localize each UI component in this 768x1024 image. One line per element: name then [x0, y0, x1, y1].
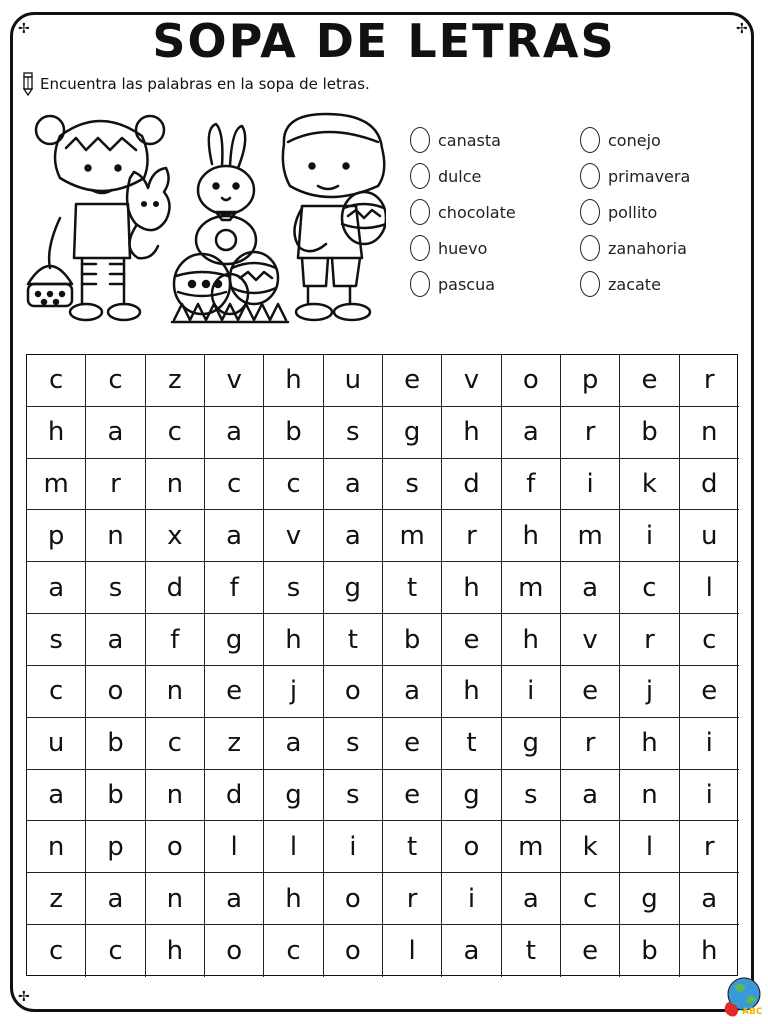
- grid-cell[interactable]: o: [324, 873, 383, 925]
- checkbox-circle[interactable]: [580, 163, 600, 189]
- bunny-figure: [196, 124, 256, 264]
- grid-cell[interactable]: s: [324, 407, 383, 459]
- grid-cell[interactable]: s: [324, 718, 383, 770]
- grid-cell[interactable]: c: [27, 355, 86, 407]
- grid-cell[interactable]: p: [86, 821, 145, 873]
- checkbox-circle[interactable]: [410, 199, 430, 225]
- grid-cell[interactable]: r: [442, 510, 501, 562]
- word-label: conejo: [608, 130, 661, 150]
- grid-cell[interactable]: b: [383, 614, 442, 666]
- grid-cell[interactable]: g: [205, 614, 264, 666]
- grid-cell[interactable]: i: [502, 666, 561, 718]
- corner-star-icon: ✢: [736, 21, 748, 37]
- grid-cell[interactable]: h: [502, 614, 561, 666]
- grid-cell[interactable]: c: [27, 925, 86, 977]
- grid-cell[interactable]: t: [383, 562, 442, 614]
- easter-kids-illustration: [26, 108, 386, 334]
- grid-cell[interactable]: s: [86, 562, 145, 614]
- grid-cell[interactable]: e: [383, 770, 442, 822]
- pencil-icon: [20, 72, 36, 96]
- grid-cell[interactable]: v: [442, 355, 501, 407]
- checkbox-circle[interactable]: [410, 235, 430, 261]
- grid-cell[interactable]: m: [383, 510, 442, 562]
- grid-cell[interactable]: g: [620, 873, 679, 925]
- word-item-pascua[interactable]: [410, 266, 580, 302]
- grid-cell[interactable]: d: [205, 770, 264, 822]
- grid-cell[interactable]: r: [620, 614, 679, 666]
- grid-cell[interactable]: h: [146, 925, 205, 977]
- grid-cell[interactable]: a: [324, 510, 383, 562]
- grid-cell[interactable]: a: [561, 562, 620, 614]
- corner-star-icon: ✢: [18, 21, 30, 37]
- checkbox-circle[interactable]: [580, 235, 600, 261]
- grid-cell[interactable]: t: [442, 718, 501, 770]
- grid-cell[interactable]: m: [502, 562, 561, 614]
- grid-cell[interactable]: s: [27, 614, 86, 666]
- grid-cell[interactable]: c: [86, 355, 145, 407]
- grid-cell[interactable]: d: [146, 562, 205, 614]
- instruction-row: [20, 72, 370, 96]
- word-label: primavera: [608, 166, 691, 186]
- grid-cell[interactable]: a: [86, 407, 145, 459]
- grid-cell[interactable]: a: [27, 770, 86, 822]
- grid-cell[interactable]: f: [502, 459, 561, 511]
- grid-cell[interactable]: h: [442, 407, 501, 459]
- grid-cell[interactable]: n: [146, 873, 205, 925]
- grid-cell[interactable]: o: [324, 925, 383, 977]
- grid-cell[interactable]: o: [86, 666, 145, 718]
- grid-cell[interactable]: n: [27, 821, 86, 873]
- grid-cell[interactable]: e: [561, 925, 620, 977]
- grid-cell[interactable]: z: [27, 873, 86, 925]
- grid-cell[interactable]: s: [383, 459, 442, 511]
- grid-cell[interactable]: m: [561, 510, 620, 562]
- grid-cell[interactable]: e: [680, 666, 739, 718]
- grid-cell[interactable]: c: [264, 925, 323, 977]
- grid-cell[interactable]: a: [205, 510, 264, 562]
- grid-cell[interactable]: g: [502, 718, 561, 770]
- grid-cell[interactable]: l: [264, 821, 323, 873]
- word-label: canasta: [438, 130, 501, 150]
- grid-cell[interactable]: c: [146, 718, 205, 770]
- checkbox-circle[interactable]: [580, 199, 600, 225]
- grid-cell[interactable]: c: [264, 459, 323, 511]
- instruction-text: Encuentra las palabras en la sopa de letras.: [40, 75, 370, 93]
- grid-cell[interactable]: g: [264, 770, 323, 822]
- grid-cell[interactable]: r: [561, 407, 620, 459]
- grid-cell[interactable]: z: [146, 355, 205, 407]
- grid-cell[interactable]: h: [27, 407, 86, 459]
- grid-cell[interactable]: l: [383, 925, 442, 977]
- grid-cell[interactable]: l: [680, 562, 739, 614]
- grid-cell[interactable]: h: [264, 614, 323, 666]
- grid-cell[interactable]: n: [680, 407, 739, 459]
- grid-cell[interactable]: c: [620, 562, 679, 614]
- word-item-zacate[interactable]: [580, 266, 750, 302]
- grid-cell[interactable]: t: [502, 925, 561, 977]
- grid-cell[interactable]: o: [324, 666, 383, 718]
- grid-cell[interactable]: m: [27, 459, 86, 511]
- globe-logo-icon: [720, 974, 764, 1018]
- grid-cell[interactable]: h: [502, 510, 561, 562]
- word-label: zanahoria: [608, 238, 687, 258]
- corner-star-icon: ✢: [18, 989, 30, 1005]
- checkbox-circle[interactable]: [410, 127, 430, 153]
- grid-cell[interactable]: r: [680, 355, 739, 407]
- grid-cell[interactable]: k: [561, 821, 620, 873]
- grid-cell[interactable]: e: [383, 718, 442, 770]
- grid-cell[interactable]: u: [324, 355, 383, 407]
- grid-cell[interactable]: i: [324, 821, 383, 873]
- grid-cell[interactable]: c: [561, 873, 620, 925]
- grid-cell[interactable]: k: [620, 459, 679, 511]
- grid-cell[interactable]: o: [146, 821, 205, 873]
- word-label: pollito: [608, 202, 658, 222]
- grid-cell[interactable]: b: [620, 925, 679, 977]
- grid-cell[interactable]: h: [442, 666, 501, 718]
- grid-cell[interactable]: s: [264, 562, 323, 614]
- grid-cell[interactable]: m: [502, 821, 561, 873]
- grid-cell[interactable]: f: [146, 614, 205, 666]
- grid-cell[interactable]: g: [383, 407, 442, 459]
- grid-cell[interactable]: c: [205, 459, 264, 511]
- grid-cell[interactable]: i: [680, 770, 739, 822]
- word-item-conejo[interactable]: [580, 122, 750, 158]
- grid-cell[interactable]: c: [86, 925, 145, 977]
- grid-cell[interactable]: c: [146, 407, 205, 459]
- grid-cell[interactable]: n: [146, 770, 205, 822]
- grid-cell[interactable]: g: [324, 562, 383, 614]
- letter-grid: [26, 354, 738, 976]
- grid-cell[interactable]: a: [502, 407, 561, 459]
- grid-cell[interactable]: a: [324, 459, 383, 511]
- grid-cell[interactable]: b: [620, 407, 679, 459]
- grid-cell[interactable]: e: [383, 355, 442, 407]
- grid-cell[interactable]: j: [264, 666, 323, 718]
- eggs-basket: [172, 252, 288, 322]
- grid-cell[interactable]: n: [146, 459, 205, 511]
- grid-cell[interactable]: i: [442, 873, 501, 925]
- grid-cell[interactable]: b: [86, 718, 145, 770]
- word-item-chocolate[interactable]: [410, 194, 580, 230]
- grid-cell[interactable]: u: [680, 510, 739, 562]
- word-label: chocolate: [438, 202, 516, 222]
- grid-cell[interactable]: a: [502, 873, 561, 925]
- grid-cell[interactable]: h: [264, 355, 323, 407]
- grid-cell[interactable]: e: [442, 614, 501, 666]
- checkbox-circle[interactable]: [410, 271, 430, 297]
- grid-cell[interactable]: o: [205, 925, 264, 977]
- grid-cell[interactable]: b: [264, 407, 323, 459]
- word-label: zacate: [608, 274, 661, 294]
- word-item-pollito[interactable]: [580, 194, 750, 230]
- grid-cell[interactable]: v: [561, 614, 620, 666]
- grid-cell[interactable]: p: [561, 355, 620, 407]
- grid-cell[interactable]: a: [205, 407, 264, 459]
- word-list: [410, 122, 750, 302]
- grid-cell[interactable]: n: [620, 770, 679, 822]
- grid-cell[interactable]: a: [680, 873, 739, 925]
- grid-cell[interactable]: a: [205, 873, 264, 925]
- grid-cell[interactable]: l: [620, 821, 679, 873]
- page-title: SOPA DE LETRAS: [152, 14, 616, 68]
- grid-cell[interactable]: e: [205, 666, 264, 718]
- grid-cell[interactable]: x: [146, 510, 205, 562]
- grid-cell[interactable]: f: [205, 562, 264, 614]
- grid-cell[interactable]: i: [680, 718, 739, 770]
- word-item-dulce[interactable]: [410, 158, 580, 194]
- grid-cell[interactable]: p: [27, 510, 86, 562]
- grid-cell[interactable]: c: [680, 614, 739, 666]
- grid-cell[interactable]: a: [86, 873, 145, 925]
- word-item-primavera[interactable]: [580, 158, 750, 194]
- checkbox-circle[interactable]: [410, 163, 430, 189]
- grid-cell[interactable]: a: [86, 614, 145, 666]
- grid-cell[interactable]: a: [442, 925, 501, 977]
- grid-cell[interactable]: a: [27, 562, 86, 614]
- checkbox-circle[interactable]: [580, 127, 600, 153]
- grid-cell[interactable]: o: [442, 821, 501, 873]
- grid-cell[interactable]: z: [205, 718, 264, 770]
- grid-cell[interactable]: o: [502, 355, 561, 407]
- grid-cell[interactable]: h: [620, 718, 679, 770]
- grid-cell[interactable]: h: [701, 936, 718, 967]
- grid-cell[interactable]: h: [264, 873, 323, 925]
- grid-cell[interactable]: u: [27, 718, 86, 770]
- grid-cell[interactable]: g: [442, 770, 501, 822]
- checkbox-circle[interactable]: [580, 271, 600, 297]
- word-item-zanahoria[interactable]: [580, 230, 750, 266]
- grid-cell[interactable]: j: [620, 666, 679, 718]
- grid-cell[interactable]: n: [86, 510, 145, 562]
- grid-cell[interactable]: a: [561, 770, 620, 822]
- grid-cell[interactable]: v: [264, 510, 323, 562]
- grid-cell[interactable]: a: [383, 666, 442, 718]
- grid-cell[interactable]: d: [680, 459, 739, 511]
- grid-cell[interactable]: e: [620, 355, 679, 407]
- boy-figure: [283, 114, 386, 320]
- word-label: dulce: [438, 166, 482, 186]
- grid-cell[interactable]: c: [27, 666, 86, 718]
- grid-cell[interactable]: l: [205, 821, 264, 873]
- grid-cell[interactable]: h: [442, 562, 501, 614]
- word-item-huevo[interactable]: [410, 230, 580, 266]
- grid-cell[interactable]: a: [264, 718, 323, 770]
- grid-cell[interactable]: t: [383, 821, 442, 873]
- svg-text:ABC: ABC: [742, 1007, 763, 1017]
- grid-cell[interactable]: r: [561, 718, 620, 770]
- word-item-canasta[interactable]: [410, 122, 580, 158]
- grid-cell[interactable]: e: [561, 666, 620, 718]
- grid-cell[interactable]: r: [680, 821, 739, 873]
- grid-cell[interactable]: v: [205, 355, 264, 407]
- girl-figure: [28, 116, 170, 320]
- word-label: pascua: [438, 274, 496, 294]
- grid-cell[interactable]: s: [324, 770, 383, 822]
- grid-cell[interactable]: i: [620, 510, 679, 562]
- word-label: huevo: [438, 238, 488, 258]
- grid-cell[interactable]: r: [383, 873, 442, 925]
- grid-cell[interactable]: d: [442, 459, 501, 511]
- grid-cell[interactable]: n: [146, 666, 205, 718]
- grid-cell[interactable]: r: [86, 459, 145, 511]
- grid-cell[interactable]: s: [502, 770, 561, 822]
- grid-cell[interactable]: b: [86, 770, 145, 822]
- grid-cell[interactable]: t: [324, 614, 383, 666]
- grid-cell[interactable]: i: [561, 459, 620, 511]
